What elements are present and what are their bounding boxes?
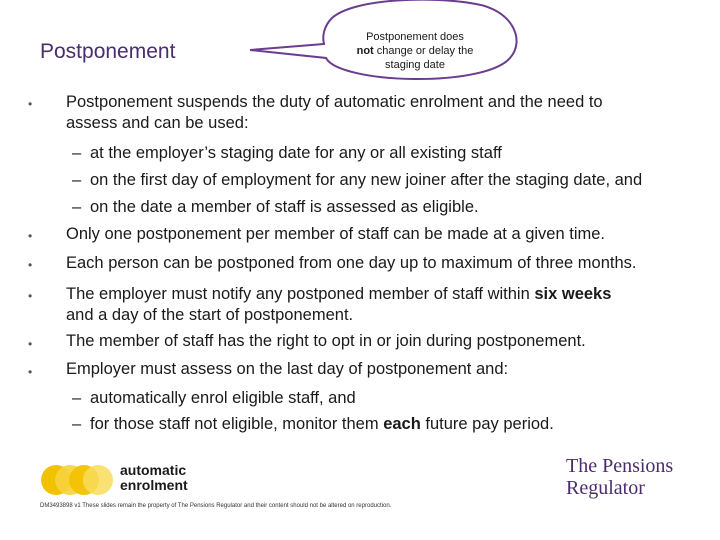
each-emphasis: each [383,415,421,433]
ae-logo-line-1: automatic [120,462,187,478]
bullet-3-text: Each person can be postponed from one day up to maximum of three months. [66,254,637,272]
bullet-1-line-2: assess and can be used: [66,114,249,132]
sub-bullet-text: on the date a member of staff is assessed as eligible. [90,198,479,216]
dash-marker: – [72,198,82,216]
tpr-logo-line-2: Regulator [566,477,645,499]
sub-bullet-2 [72,170,642,191]
sub-bullet-4 [72,388,356,409]
sub-bullet-1 [72,143,502,164]
callout-not-emphasis: not [356,45,374,57]
bullet-marker: • [28,258,33,272]
sub-bullet-text: on the first day of employment for any new joiner after the staging date, and [90,171,643,189]
bullet-4-line-1 [66,284,611,305]
dash-marker: – [72,415,82,433]
bullet-marker: • [28,229,33,243]
callout-line-3: staging date [385,59,445,71]
bullet-1-line-1: Postponement suspends the duty of automatic enrolment and the need to [66,93,603,111]
bullet-4-text: The employer must notify any postponed member of staff within [66,285,535,303]
pensions-regulator-logo [566,455,696,499]
bullet-4-line-2: and a day of the start of postponement. [66,306,354,324]
sub-bullet-text-pre: for those staff not eligible, monitor them [90,415,384,433]
bullet-marker: • [28,365,33,379]
callout-text [345,30,485,72]
callout-line-2-rest: change or delay the [373,45,474,57]
sub-bullet-text-post: future pay period. [420,415,554,433]
callout-line-1: Postponement does [366,31,464,43]
dash-marker: – [72,144,82,162]
bullet-marker: • [28,97,33,111]
bullet-marker: • [28,337,33,351]
automatic-enrolment-logo [40,462,200,498]
sub-bullet-5 [72,414,554,435]
bullet-2-text: Only one postponement per member of staff can be made at a given time. [66,225,605,243]
slide-title: Postponement [40,40,176,63]
sub-bullet-text: automatically enrol eligible staff, and [90,389,356,407]
bullet-6-text: Employer must assess on the last day of postponement and: [66,360,509,378]
ae-logo-line-2: enrolment [120,477,188,493]
six-weeks-emphasis: six weeks [534,285,612,303]
bullet-5-text: The member of staff has the right to opt in or join during postponement. [66,332,586,350]
callout-line-2 [345,44,485,58]
dash-marker: – [72,171,82,189]
footer-note: DM3493898 v1 These slides remain the property of The Pensions Regulator and their content should not be altered on reproduction. [40,503,392,509]
tpr-logo-line-1: The Pensions [566,455,674,477]
dash-marker: – [72,389,82,407]
sub-bullet-text: at the employer’s staging date for any or all existing staff [90,144,502,162]
sub-bullet-3 [72,197,479,218]
bullet-marker: • [28,289,33,303]
